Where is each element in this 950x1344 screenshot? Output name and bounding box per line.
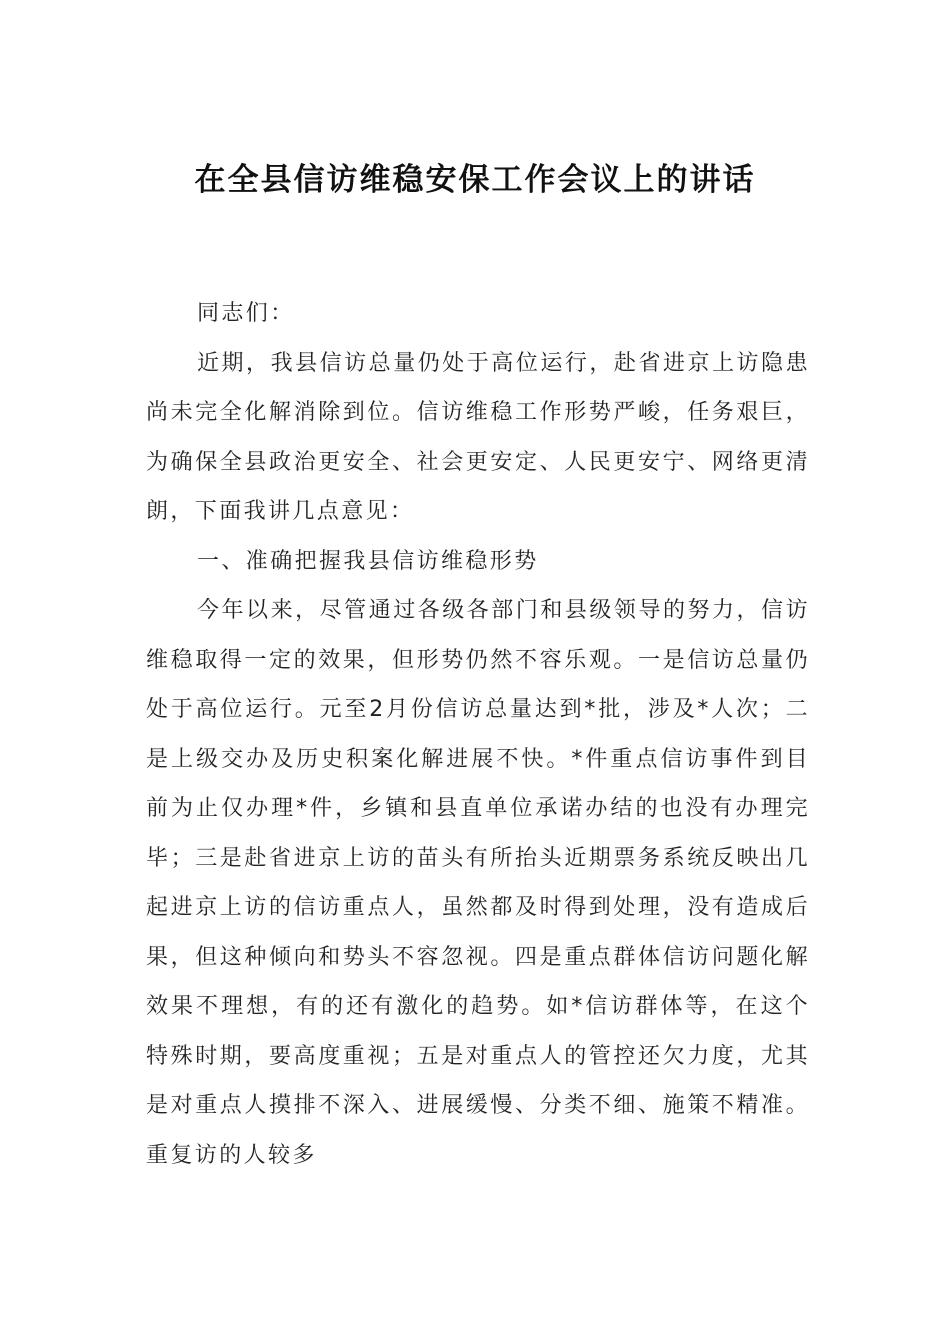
paragraph-intro: 近期，我县信访总量仍处于高位运行，赴省进京上访隐患尚未完全化解消除到位。信访维稳工作形势严峻，任务艰巨，为确保全县政治更安全、社会更安定、人民更安宁、网络更清朗，下面我讲几点意见： [146, 350, 810, 524]
section-heading: 一、准确把握我县信访维稳形势 [197, 548, 539, 574]
document-title: 在全县信访维稳安保工作会议上的讲话 [194, 162, 756, 198]
paragraph-situation: 今年以来，尽管通过各级各部门和县级领导的努力，信访维稳取得一定的效果，但形势仍然不容乐观。一是信访总量仍处于高位运行。元至2月份信访总量达到*批，涉及*人次；二是上级交办及历史积案化解进展不快。*件重点信访事件到目前为止仅办理*件，乡镇和县直单位承诺办结的也没有办理完毕；三是赴省进京上访的苗头有所抬头近期票务系统反映出几起进京上访的信访重点人，虽然都及时得到处理，没有造成后果，但这种倾向和势头不容忽视。四是重点群体信访问题化解效果不理想，有的还有激化的趋势。如*信访群体等，在这个特殊时期，要高度重视；五是对重点人的管控还欠力度，尤其是对重点人摸排不深入、进展缓慢、分类不细、施策不精准。重复访的人较多 [146, 598, 810, 1168]
salutation: 同志们： [197, 301, 295, 326]
document-body [146, 289, 810, 1180]
